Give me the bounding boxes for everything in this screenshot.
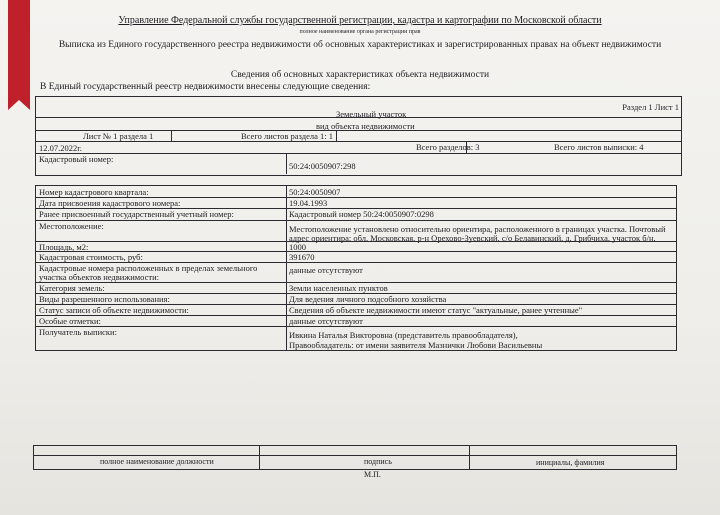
row-label: Номер кадастрового квартала: xyxy=(39,187,149,197)
row-value: Сведения об объекте недвижимости имеют статус "актуальные, ранее учтенные" xyxy=(289,305,583,315)
row-label: Площадь, м2: xyxy=(39,242,89,252)
initials-caption: инициалы, фамилия xyxy=(536,458,605,467)
row-label: Категория земель: xyxy=(39,283,105,293)
issuer-title: Управление Федеральной службы государственной регистрации, кадастра и картографии по Московской области xyxy=(118,15,602,26)
stamp-place: М.П. xyxy=(364,470,381,479)
cadastral-number-value: 50:24:0050907:298 xyxy=(289,161,356,171)
row-value: Для ведения личного подсобного хозяйства xyxy=(289,294,447,304)
row-label: Особые отметки: xyxy=(39,316,101,326)
total-sheets-section: Всего листов раздела 1: 1 xyxy=(241,131,333,141)
header-table xyxy=(35,96,682,176)
row-value-line: Местоположение установлено относительно ориентира, расположенного в границах участка. Почтовый xyxy=(289,224,666,234)
total-extract-sheets: Всего листов выписки: 4 xyxy=(554,142,644,152)
position-caption: полное наименование должности xyxy=(100,457,214,466)
object-kind: Земельный участок xyxy=(336,109,407,119)
row-value: 1000 xyxy=(289,242,306,252)
row-value: данные отсутствуют xyxy=(289,316,363,326)
issuer-caption: полное наименование органа регистрации прав xyxy=(299,29,421,35)
row-label: Местоположение: xyxy=(39,221,104,231)
row-value: Кадастровый номер 50:24:0050907:0298 xyxy=(289,209,434,219)
object-kind-caption: вид объекта недвижимости xyxy=(316,121,415,131)
document-title: Выписка из Единого государственного реестра недвижимости об основных характеристиках и зарегистрированных правах на объект недвижимости xyxy=(58,40,662,50)
section-sheet-label: Раздел 1 Лист 1 xyxy=(622,102,679,112)
row-label: Ранее присвоенный государственный учетный номер: xyxy=(39,209,234,219)
extract-date: 12.07.2022г. xyxy=(39,143,82,153)
intro-text: В Единый государственный реестр недвижимости внесены следующие сведения: xyxy=(40,82,371,92)
row-value: 50:24:0050907 xyxy=(289,187,341,197)
total-sections: Всего разделов: 3 xyxy=(416,142,480,152)
row-label: Виды разрешенного использования: xyxy=(39,294,170,304)
signature-caption: подпись xyxy=(364,457,392,466)
cadastral-number-label: Кадастровый номер: xyxy=(39,154,114,164)
row-value: данные отсутствуют xyxy=(289,265,363,275)
row-label-line: Кадастровые номера расположенных в пределах земельного xyxy=(39,263,258,273)
main-table xyxy=(35,185,677,351)
row-label: Дата присвоения кадастрового номера: xyxy=(39,198,181,208)
sheet-number: Лист № 1 раздела 1 xyxy=(83,131,154,141)
row-value: 391670 xyxy=(289,252,315,262)
row-label: Кадастровая стоимость, руб: xyxy=(39,252,143,262)
row-value-line: адрес ориентира: обл. Московская, р-н Орехово-Зуевский, с/о Белавинский, д. Грибчиха, участок б/н. xyxy=(289,233,656,243)
row-value: 19.04.1993 xyxy=(289,198,328,208)
row-label-line: участка объектов недвижимости: xyxy=(39,272,159,282)
row-value: Земли населенных пунктов xyxy=(289,283,388,293)
row-label: Получатель выписки: xyxy=(39,327,117,337)
row-label: Статус записи об объекте недвижимости: xyxy=(39,305,189,315)
row-value-line: Ивкина Наталья Викторовна (представитель правообладателя), xyxy=(289,330,518,340)
section-title: Сведения об основных характеристиках объекта недвижимости xyxy=(230,70,490,80)
row-value-line: Правообладатель: от имени заявителя Мазнички Любови Васильевны xyxy=(289,340,543,350)
